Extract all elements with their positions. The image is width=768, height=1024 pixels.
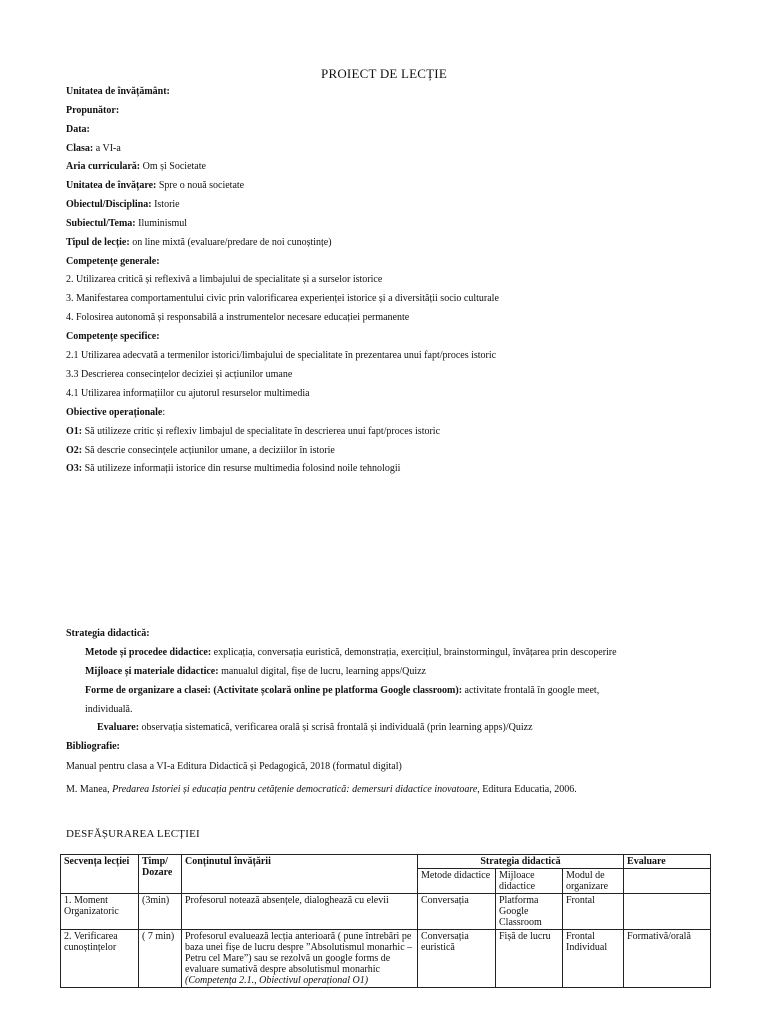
field-aria	[66, 161, 206, 172]
cell-modul: Frontal	[563, 894, 624, 930]
objective-text: Să utilizeze informații istorice din resurse multimedia folosind noile tehnologii	[82, 463, 401, 474]
bibliografie-heading: Bibliografie:	[66, 741, 120, 752]
field-tipul	[66, 237, 332, 248]
evaluare-value: observația sistematică, verificarea orală și scrisă frontală și individuală (prin learning apps)/Quizz	[139, 722, 533, 733]
strategia-metode	[85, 647, 617, 658]
objective-text: Să descrie consecințele acțiunilor umane, a deciziilor în istorie	[82, 445, 335, 456]
list-item: 3.3 Descrierea consecințelor deciziei și acțiunilor umane	[66, 369, 293, 380]
objective-item	[66, 463, 400, 474]
lesson-table	[60, 854, 711, 988]
desfasurare-heading: DESFĂȘURAREA LECȚIEI	[66, 828, 200, 840]
table-header-row	[61, 855, 711, 869]
field-obiectul	[66, 199, 180, 210]
field-label: Unitatea de învățare:	[66, 180, 157, 191]
list-item: 4.1 Utilizarea informațiilor cu ajutorul resurselor multimedia	[66, 388, 310, 399]
field-label: Tipul de lecție:	[66, 237, 130, 248]
header-metode: Metode didactice	[418, 869, 496, 894]
cell-modul: Frontal Individual	[563, 930, 624, 988]
forme-label: Forme de organizare a clasei:	[85, 685, 211, 696]
field-unitatea-invatare	[66, 180, 244, 191]
page-title: PROIECT DE LECȚIE	[321, 66, 447, 81]
cell-evaluare: Formativă/orală	[624, 930, 711, 988]
field-label: Propunător:	[66, 105, 120, 116]
forme-bold: (Activitate școlară online pe platforma Google classroom):	[210, 685, 463, 696]
mijloace-label: Mijloace și materiale didactice:	[85, 666, 219, 677]
field-label: Obiectul/Disciplina:	[66, 199, 152, 210]
forme-value: activitate frontală în google meet,	[462, 685, 600, 696]
evaluare-label: Evaluare:	[97, 722, 140, 733]
header-continut: Conținutul învățării	[182, 855, 418, 894]
field-label: Data:	[66, 124, 90, 135]
field-value: a VI-a	[95, 143, 121, 154]
field-clasa	[66, 143, 121, 154]
competente-specifice-heading: Competențe specifice:	[66, 331, 160, 342]
strategia-forme	[85, 685, 599, 696]
header-secventa: Secvența lecției	[61, 855, 139, 894]
cell-metode: Conversația euristică	[418, 930, 496, 988]
bib-title: Predarea Istoriei și educația pentru cetățenie democratică: demersuri didactice inovatoare	[112, 784, 478, 795]
table-row	[61, 930, 711, 988]
header-evaluare-empty	[624, 869, 711, 894]
header-modul: Modul de organizare	[563, 869, 624, 894]
objective-item	[66, 445, 335, 456]
metode-label: Metode și procedee didactice:	[85, 647, 212, 658]
continut-text: Profesorul evaluează lecția anterioară ( pune întrebări pe baza unei fișe de lucru despre ”Absolutismul monarhic – Petru cel Mare”) sau se rezolvă un google forms de evaluare sumativă despre absolutismul monarhic	[185, 931, 413, 975]
list-item: 4. Folosirea autonomă și responsabilă a instrumentelor necesare educației permanente	[66, 312, 410, 323]
field-unitate	[66, 86, 170, 97]
objective-code: O3:	[66, 463, 83, 474]
bibliografie-item	[66, 784, 577, 795]
objective-code: O1:	[66, 426, 83, 437]
strategia-evaluare	[97, 722, 533, 733]
cell-secventa: 2. Verificarea cunoștințelor	[61, 930, 139, 988]
field-value: Istorie	[154, 199, 180, 210]
field-value: Om și Societate	[142, 161, 206, 172]
continut-note: (Competența 2.1., Obiectivul operațional O1)	[185, 975, 369, 986]
obiective-heading	[66, 407, 165, 418]
header-strategia: Strategia didactică	[418, 855, 624, 869]
cell-mijloace: Fișă de lucru	[496, 930, 563, 988]
strategia-heading: Strategia didactică:	[66, 628, 150, 639]
cell-timp: (3min)	[139, 894, 182, 930]
list-item: 3. Manifestarea comportamentului civic prin valorificarea experienței istorice și a diversității socio culturale	[66, 293, 499, 304]
cell-mijloace: Platforma Google Classroom	[496, 894, 563, 930]
field-value: Iluminismul	[138, 218, 188, 229]
list-item: 2. Utilizarea critică și reflexivă a limbajului de specialitate și a surselor istorice	[66, 274, 383, 285]
strategia-mijloace	[85, 666, 426, 677]
field-label: Clasa:	[66, 143, 94, 154]
mijloace-value: manualul digital, fișe de lucru, learning apps/Quizz	[218, 666, 426, 677]
cell-continut	[182, 930, 418, 988]
objective-item	[66, 426, 440, 437]
field-value: on line mixtă (evaluare/predare de noi cunoștințe)	[132, 237, 332, 248]
header-mijloace: Mijloace didactice	[496, 869, 563, 894]
header-timp: Timp/ Dozare	[139, 855, 182, 894]
bib-rest: , Editura Educatia, 2006.	[477, 784, 577, 795]
bib-author: M. Manea,	[66, 784, 113, 795]
cell-timp: ( 7 min)	[139, 930, 182, 988]
cell-evaluare	[624, 894, 711, 930]
objective-code: O2:	[66, 445, 83, 456]
competente-generale-heading: Competențe generale:	[66, 256, 160, 267]
field-subiectul	[66, 218, 187, 229]
obiective-label: Obiective operaționale	[66, 407, 163, 418]
field-label: Unitatea de învățământ:	[66, 86, 170, 97]
list-item: 2.1 Utilizarea adecvată a termenilor istorici/limbajului de specialitate în prezentarea unui fapt/proces istoric	[66, 350, 497, 361]
strategia-forme-cont: individuală.	[85, 704, 133, 715]
field-propunator	[66, 105, 119, 116]
cell-continut: Profesorul notează absențele, dialoghează cu elevii	[182, 894, 418, 930]
field-data	[66, 124, 90, 135]
field-label: Aria curriculară:	[66, 161, 141, 172]
metode-value: explicația, conversația euristică, demonstrația, exercițiul, brainstormingul, învățarea prin descoperire	[211, 647, 617, 658]
header-evaluare: Evaluare	[624, 855, 711, 869]
cell-secventa: 1. Moment Organizatoric	[61, 894, 139, 930]
field-label: Subiectul/Tema:	[66, 218, 136, 229]
obiective-colon: :	[162, 407, 166, 418]
table-row	[61, 894, 711, 930]
cell-metode: Conversația	[418, 894, 496, 930]
bibliografie-item: Manual pentru clasa a VI-a Editura Didactică și Pedagogică, 2018 (formatul digital)	[66, 761, 402, 772]
objective-text: Să utilizeze critic și reflexiv limbajul de specialitate în descrierea unui fapt/proces istoric	[82, 426, 441, 437]
field-value: Spre o nouă societate	[158, 180, 245, 191]
